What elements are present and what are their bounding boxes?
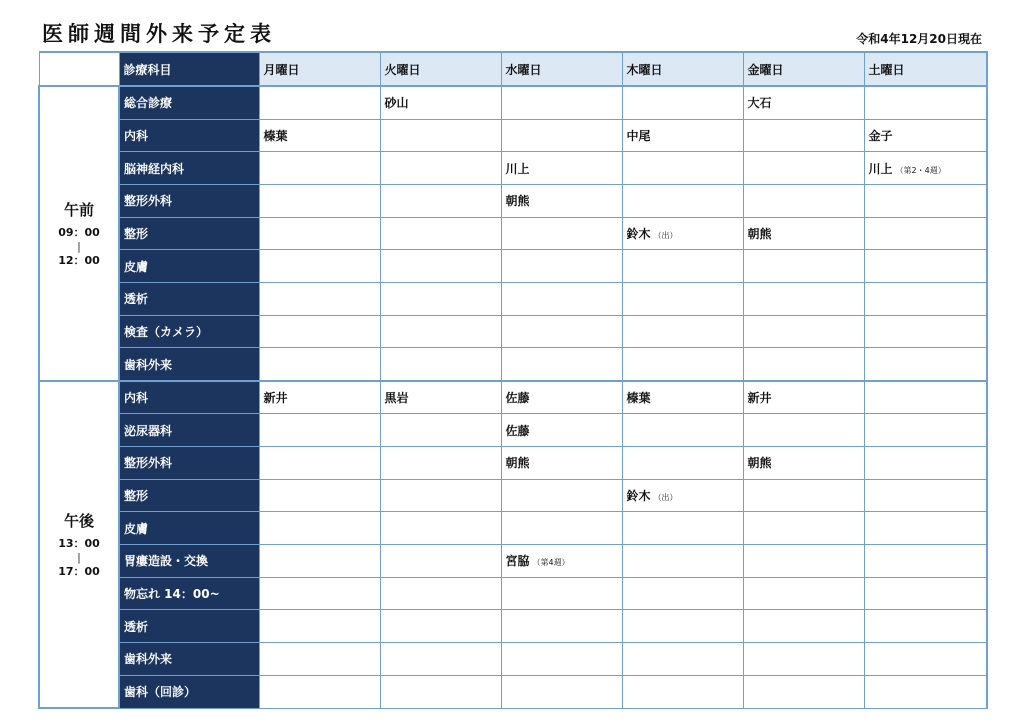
schedule-cell-thu [622,447,743,480]
doctor-name: 中尾 [626,129,651,144]
schedule-cell-sat [864,512,987,545]
dept-label: 胃瘻造設・交換 [119,545,259,578]
doctor-name: 黒岩 [384,391,409,406]
pm-row [39,577,987,610]
dept-label: 内科 [119,119,259,152]
schedule-cell-wed [501,414,622,447]
schedule-cell-wed [501,282,622,315]
schedule-cell-mon [259,414,380,447]
schedule-cell-sat [864,545,987,578]
schedule-cell-tue [380,512,501,545]
schedule-cell-thu [622,512,743,545]
schedule-cell-tue [380,119,501,152]
doctor-name: 新井 [263,391,288,406]
schedule-cell-fri [743,86,864,119]
schedule-cell-sat [864,479,987,512]
am-row [39,250,987,283]
schedule-cell-thu [622,545,743,578]
pm-row [39,610,987,643]
schedule-cell-sat [864,217,987,250]
am-period-cell [39,86,119,381]
schedule-cell-tue [380,184,501,217]
schedule-cell-mon [259,642,380,675]
schedule-cell-thu [622,381,743,414]
schedule-cell-sat [864,348,987,381]
schedule-cell-sat [864,610,987,643]
page-title: 医師週間外来予定表 [42,22,276,46]
schedule-cell-fri [743,414,864,447]
schedule-cell-sat [864,250,987,283]
dept-label: 泌尿器科 [119,414,259,447]
schedule-cell-sat [864,447,987,480]
day-header-thu: 木曜日 [622,52,743,86]
pm-period-cell [39,381,119,708]
schedule-cell-mon [259,577,380,610]
dept-label: 整形外科 [119,184,259,217]
dept-label: 皮膚 [119,250,259,283]
doctor-name: 宮脇 [505,554,530,569]
schedule-cell-mon [259,152,380,185]
schedule-cell-fri [743,610,864,643]
period-end-time: 12：00 [58,253,100,267]
schedule-cell-mon [259,315,380,348]
day-header-fri: 金曜日 [743,52,864,86]
schedule-cell-fri [743,184,864,217]
schedule-cell-tue [380,152,501,185]
schedule-cell-fri [743,479,864,512]
schedule-cell-mon [259,250,380,283]
pm-row [39,675,987,708]
day-header-tue: 火曜日 [380,52,501,86]
schedule-cell-sat [864,152,987,185]
schedule-cell-wed [501,512,622,545]
schedule-cell-wed [501,577,622,610]
pm-row [39,512,987,545]
dept-label: 整形 [119,479,259,512]
schedule-cell-fri [743,119,864,152]
schedule-cell-thu [622,610,743,643]
doctor-name: 鈴木 [626,489,651,504]
period-end-time: 17：00 [58,564,100,578]
pm-row [39,447,987,480]
period-label: 午前 [63,200,94,219]
doctor-name: 朝熊 [505,194,530,209]
schedule-cell-tue [380,348,501,381]
schedule-cell-fri [743,381,864,414]
schedule-cell-thu [622,315,743,348]
am-row [39,217,987,250]
schedule-cell-tue [380,250,501,283]
schedule-cell-fri [743,642,864,675]
pm-row [39,545,987,578]
day-header-mon: 月曜日 [259,52,380,86]
schedule-cell-fri [743,315,864,348]
dept-label: 皮膚 [119,512,259,545]
schedule-cell-mon [259,545,380,578]
schedule-cell-tue [380,610,501,643]
dept-label: 物忘れ 14：00~ [119,577,259,610]
dept-label: 歯科（回診） [119,675,259,708]
schedule-cell-wed [501,545,622,578]
schedule-cell-tue [380,545,501,578]
schedule-cell-sat [864,315,987,348]
schedule-cell-fri [743,545,864,578]
schedule-cell-thu [622,282,743,315]
am-row [39,119,987,152]
schedule-cell-wed [501,217,622,250]
schedule-cell-tue [380,217,501,250]
dept-label: 整形外科 [119,447,259,480]
doctor-name: 新井 [747,391,772,406]
am-row [39,282,987,315]
schedule-cell-fri [743,152,864,185]
corner-cell [39,52,119,86]
schedule-cell-tue [380,577,501,610]
doctor-name: 金子 [868,129,893,144]
period-divider: | [77,239,81,253]
pm-row [39,642,987,675]
schedule-cell-sat [864,414,987,447]
schedule-cell-mon [259,184,380,217]
schedule-cell-thu [622,152,743,185]
schedule-cell-sat [864,282,987,315]
doctor-name: 鈴木 [626,226,651,241]
schedule-cell-mon [259,282,380,315]
schedule-cell-tue [380,642,501,675]
schedule-cell-sat [864,642,987,675]
schedule-cell-fri [743,250,864,283]
schedule-table [38,51,988,709]
schedule-cell-thu [622,642,743,675]
schedule-cell-tue [380,414,501,447]
schedule-cell-thu [622,479,743,512]
dept-label: 整形 [119,217,259,250]
doctor-name: 榛葉 [626,391,651,406]
schedule-cell-wed [501,381,622,414]
schedule-cell-wed [501,152,622,185]
schedule-cell-fri [743,577,864,610]
schedule-cell-mon [259,119,380,152]
doctor-name: 川上 [868,161,893,176]
schedule-cell-thu [622,184,743,217]
schedule-cell-wed [501,250,622,283]
doctor-name: 朝熊 [505,456,530,471]
schedule-cell-wed [501,610,622,643]
dept-label: 検査（カメラ） [119,315,259,348]
period-start-time: 13：00 [58,536,100,550]
schedule-cell-wed [501,184,622,217]
day-header-wed: 水曜日 [501,52,622,86]
dept-label: 歯科外来 [119,348,259,381]
schedule-cell-tue [380,447,501,480]
schedule-cell-tue [380,86,501,119]
dept-label: 脳神経内科 [119,152,259,185]
pm-row [39,381,987,414]
schedule-cell-tue [380,675,501,708]
as-of-date: 令和4年12月20日現在 [856,32,982,46]
schedule-cell-thu [622,414,743,447]
am-row [39,152,987,185]
schedule-cell-mon [259,381,380,414]
header-row [39,52,987,86]
schedule-cell-wed [501,479,622,512]
schedule-cell-wed [501,119,622,152]
am-row [39,315,987,348]
dept-label: 透析 [119,610,259,643]
schedule-cell-thu [622,250,743,283]
schedule-cell-mon [259,348,380,381]
schedule-cell-mon [259,86,380,119]
schedule-cell-fri [743,675,864,708]
schedule-cell-tue [380,282,501,315]
doctor-name: 川上 [505,161,530,176]
schedule-cell-fri [743,217,864,250]
dept-label: 歯科外来 [119,642,259,675]
schedule-cell-wed [501,675,622,708]
schedule-cell-mon [259,610,380,643]
doctor-name: 佐藤 [505,423,530,438]
schedule-cell-sat [864,577,987,610]
schedule-cell-thu [622,119,743,152]
schedule-cell-sat [864,184,987,217]
schedule-cell-mon [259,675,380,708]
dept-label: 透析 [119,282,259,315]
doctor-name: 砂山 [384,96,409,111]
pm-row [39,479,987,512]
doctor-name: 榛葉 [263,129,288,144]
schedule-note: （出） [653,230,678,240]
day-header-sat: 土曜日 [864,52,987,86]
schedule-cell-tue [380,381,501,414]
schedule-cell-thu [622,577,743,610]
schedule-cell-mon [259,512,380,545]
doctor-name: 朝熊 [747,226,772,241]
schedule-cell-sat [864,381,987,414]
schedule-cell-thu [622,217,743,250]
doctor-name: 佐藤 [505,391,530,406]
schedule-note: （出） [653,493,678,503]
doctor-name: 大石 [747,96,772,111]
schedule-cell-mon [259,447,380,480]
dept-column-header: 診療科目 [119,52,259,86]
period-label: 午後 [63,511,94,530]
schedule-cell-sat [864,675,987,708]
am-row [39,86,987,119]
schedule-cell-tue [380,315,501,348]
schedule-cell-thu [622,86,743,119]
dept-label: 総合診療 [119,86,259,119]
schedule-cell-wed [501,447,622,480]
schedule-note: （第4週） [532,558,570,568]
period-divider: | [77,550,81,564]
am-row [39,184,987,217]
pm-row [39,414,987,447]
schedule-cell-fri [743,447,864,480]
doctor-name: 朝熊 [747,456,772,471]
schedule-cell-fri [743,348,864,381]
schedule-cell-wed [501,86,622,119]
am-row [39,348,987,381]
schedule-cell-fri [743,282,864,315]
schedule-cell-wed [501,315,622,348]
schedule-cell-wed [501,348,622,381]
period-start-time: 09：00 [58,225,100,239]
schedule-cell-mon [259,217,380,250]
schedule-cell-thu [622,348,743,381]
schedule-cell-fri [743,512,864,545]
schedule-cell-mon [259,479,380,512]
schedule-cell-thu [622,675,743,708]
schedule-cell-sat [864,86,987,119]
schedule-note: （第2・4週） [895,165,946,175]
schedule-cell-sat [864,119,987,152]
schedule-cell-tue [380,479,501,512]
schedule-cell-wed [501,642,622,675]
dept-label: 内科 [119,381,259,414]
